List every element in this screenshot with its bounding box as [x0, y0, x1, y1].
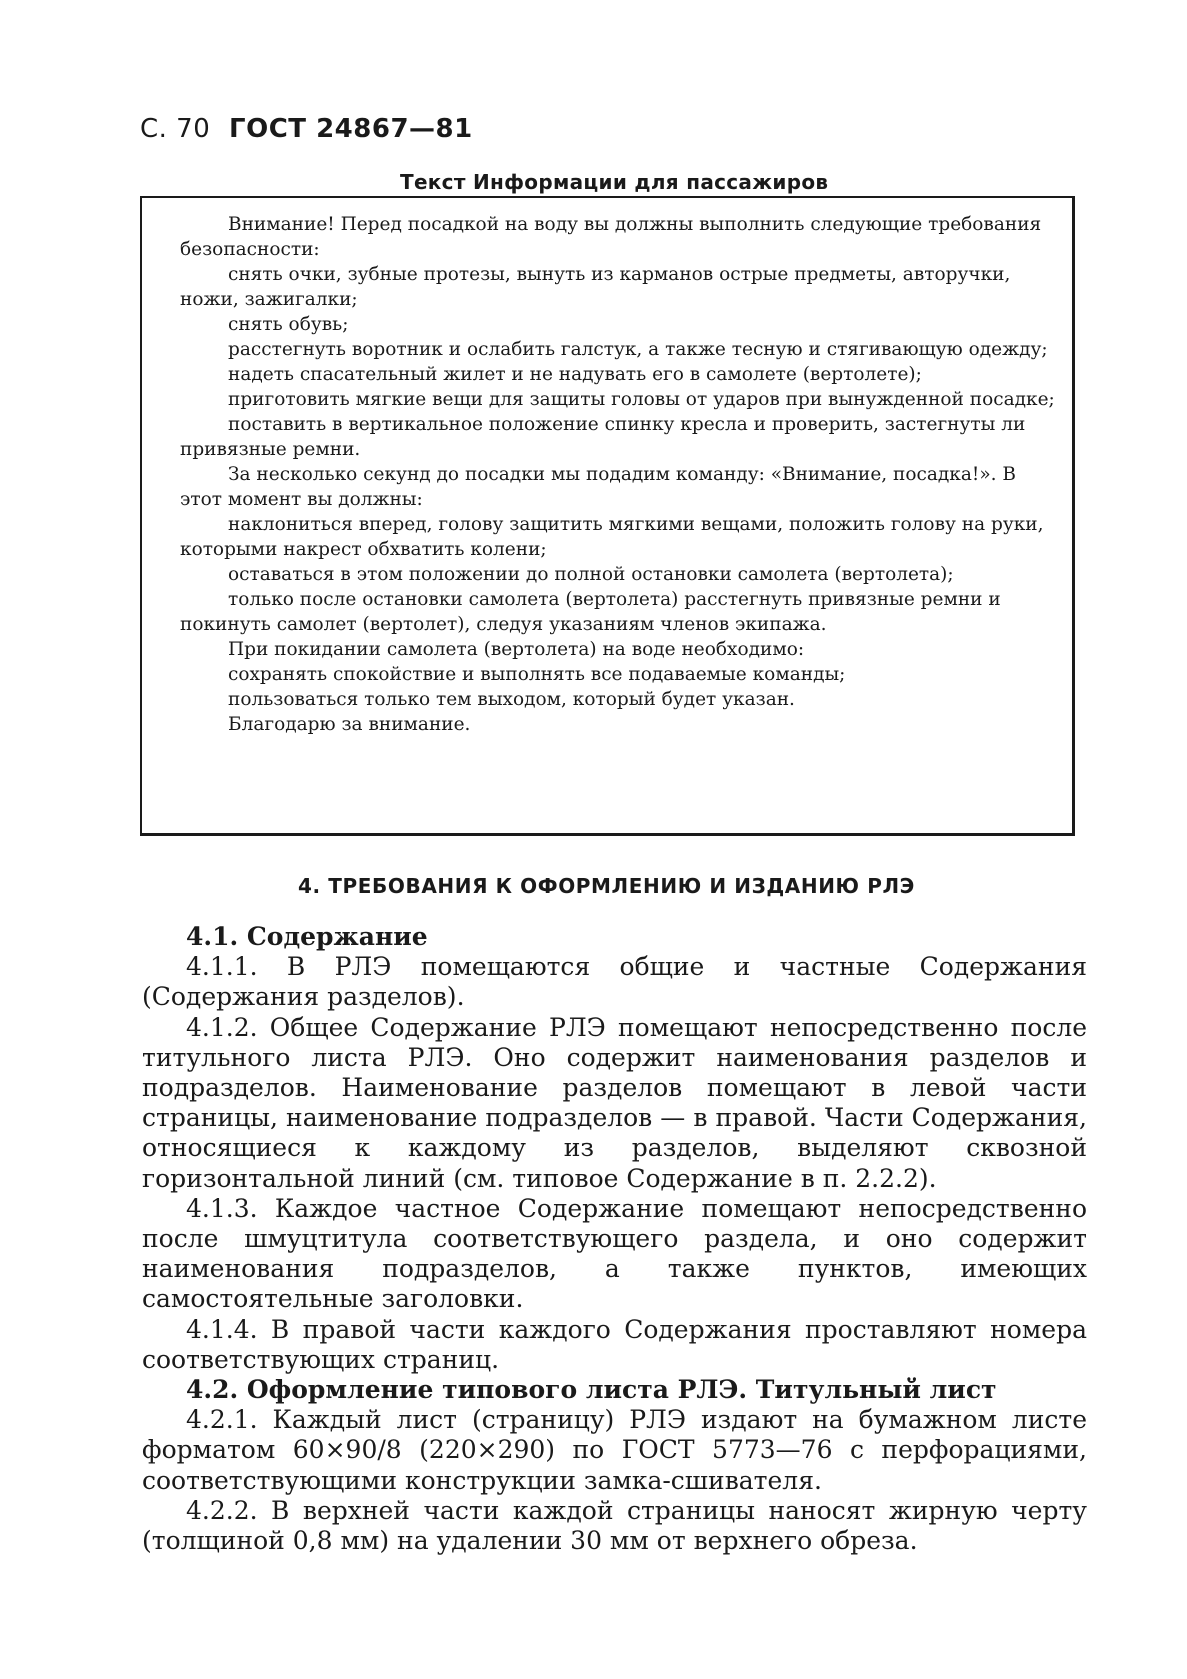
info-paragraph: расстегнуть воротник и ослабить галстук, а также тесную и стягивающую одежду;: [228, 339, 1048, 360]
info-paragraph: надеть спасательный жилет и не надувать его в самолете (вертолете);: [228, 364, 922, 385]
subsection-heading: 4.1. Содержание: [186, 922, 428, 951]
info-paragraph: Внимание! Перед посадкой на воду вы должны выполнить следующие требования безопасности:: [180, 214, 1042, 260]
info-paragraph: наклониться вперед, голову защитить мягкими вещами, положить голову на руки, которыми накрест обхватить колени;: [180, 514, 1044, 560]
info-box-title: Текст Информации для пассажиров: [400, 170, 829, 194]
info-paragraph: снять очки, зубные протезы, вынуть из карманов острые предметы, авторучки, ножи, зажигалки;: [180, 264, 1011, 310]
info-paragraph: сохранять спокойствие и выполнять все подаваемые команды;: [228, 664, 846, 685]
info-paragraph: пользоваться только тем выходом, который будет указан.: [228, 689, 795, 710]
info-paragraph: приготовить мягкие вещи для защиты головы от ударов при вынужденной посадке;: [228, 389, 1055, 410]
body-paragraph: 4.2.1. Каждый лист (страницу) РЛЭ издают на бумажном листе форматом 60×90/8 (220×290) по ГОСТ 5773—76 с перфорациями, соответствующими конструкции замка-сшивателя.: [142, 1405, 1087, 1495]
page-number: С. 70: [140, 114, 211, 144]
section-body: [142, 922, 1087, 1556]
page-header: [140, 114, 473, 144]
body-paragraph: 4.1.2. Общее Содержание РЛЭ помещают непосредственно после титульного листа РЛЭ. Оно содержит наименования разделов и подразделов. Наименование разделов помещают в левой части страницы, наименование подразделов — в правой. Части Содержания, относящиеся к каждому из разделов, выделяют сквозной горизонтальной линий (см. типовое Содержание в п. 2.2.2).: [142, 1012, 1087, 1193]
section-heading: 4. ТРЕБОВАНИЯ К ОФОРМЛЕНИЮ И ИЗДАНИЮ РЛЭ: [298, 874, 915, 898]
subsection-heading: 4.2. Оформление типового листа РЛЭ. Титульный лист: [186, 1375, 997, 1405]
passenger-info-box: [140, 196, 1075, 836]
body-paragraph: 4.1.3. Каждое частное Содержание помещают непосредственно после шмуцтитула соответствующего раздела, и оно содержит наименования подразделов, а также пунктов, имеющих самостоятельные заголовки.: [142, 1193, 1087, 1314]
info-paragraph: При покидании самолета (вертолета) на воде необходимо:: [228, 639, 805, 660]
info-paragraph: За несколько секунд до посадки мы подадим команду: «Внимание, посадка!». В этот момент вы должны:: [180, 464, 1017, 510]
body-paragraph: 4.1.1. В РЛЭ помещаются общие и частные Содержания (Содержания разделов).: [142, 952, 1087, 1012]
body-paragraph: 4.1.4. В правой части каждого Содержания проставляют номера соответствующих страниц.: [142, 1314, 1087, 1374]
standard-number: ГОСТ 24867—81: [229, 114, 473, 144]
info-paragraph: поставить в вертикальное положение спинку кресла и проверить, застегнуты ли привязные ремни.: [180, 414, 1026, 460]
info-paragraph: снять обувь;: [228, 314, 349, 335]
body-paragraph: 4.2.2. В верхней части каждой страницы наносят жирную черту (толщиной 0,8 мм) на удалении 30 мм от верхнего обреза.: [142, 1495, 1087, 1556]
info-paragraph: только после остановки самолета (вертолета) расстегнуть привязные ремни и покинуть самолет (вертолет), следуя указаниям членов экипажа.: [180, 589, 1001, 635]
info-paragraph: оставаться в этом положении до полной остановки самолета (вертолета);: [228, 564, 954, 585]
info-paragraph: Благодарю за внимание.: [228, 714, 471, 735]
passenger-info-text: [180, 212, 1060, 737]
